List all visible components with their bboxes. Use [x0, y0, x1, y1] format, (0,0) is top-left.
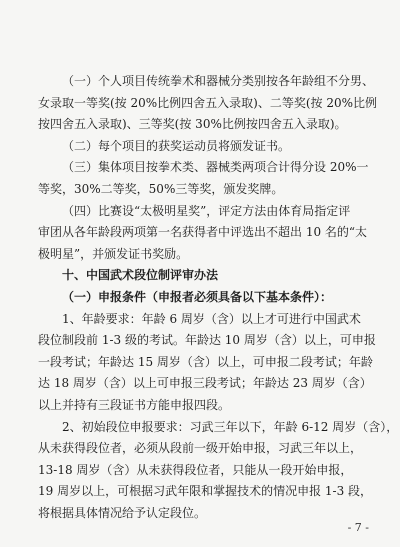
- paragraph-line: 等奖，30%二等奖，50%三等奖，颁发奖牌。: [38, 181, 284, 196]
- paragraph-line: 2、初始段位申报要求：习武三年以下，年龄 6-12 周岁（含），: [62, 419, 399, 434]
- heading-line: （一）申报条件（申报者必须具备以下基本条件）：: [62, 289, 333, 304]
- paragraph-line: 13-18 周岁（含）从未获得段位者，只能从一段开始申报，: [38, 462, 353, 477]
- paragraph-line: 审团从各年龄段两项第一名获得者中评选出不超出 10 名的“太: [38, 225, 368, 240]
- paragraph-line: （一）个人项目传统拳术和器械分类别按各年龄组不分男、: [62, 74, 375, 88]
- document-body: [38, 71, 399, 524]
- page-number: - 7 -: [347, 521, 369, 534]
- paragraph-line: 以上并持有三段证书方能申报四段。: [38, 397, 231, 412]
- heading-line: 十、中国武术段位制评审办法: [62, 268, 219, 283]
- paragraph-line: 极明星”，并颁发证书奖励。: [38, 246, 189, 261]
- paragraph-line: 19 周岁以上，可根据习武年限和掌握技术的情况申报 1-3 段，: [38, 484, 373, 499]
- paragraph-line: 段位制段前 1-3 级的考试。年龄达 10 周岁（含）以上，可申报: [38, 333, 376, 348]
- paragraph-line: （四）比赛设“太极明星奖”，评定方法由体育局指定评: [62, 203, 351, 218]
- paragraph-line: （三）集体项目按拳术类、器械类两项合计得分设 20%一: [62, 160, 369, 175]
- paragraph-line: 达 18 周岁（含）以上可申报三段考试；年龄达 23 周岁（含）: [38, 376, 372, 391]
- paragraph-line: 女录取一等奖(按 20%比例四舍五入录取)、二等奖(按 20%比例: [38, 95, 378, 110]
- paragraph-line: 按四舍五入录取)、三等奖(按 30%比例按四舍五入录取)。: [38, 117, 347, 132]
- paragraph-line: 一段考试；年龄达 15 周岁（含）以上，可申报二段考试；年龄: [38, 354, 373, 369]
- paragraph-line: 将根据具体情况给予认定段位。: [38, 505, 207, 520]
- paragraph-line: 从未获得段位者，必须从段前一级开始申报，习武三年以上，: [38, 441, 363, 456]
- paragraph-line: 1、年龄要求：年龄 6 周岁（含）以上才可进行中国武术: [62, 311, 361, 326]
- paragraph-line: （二）每个项目的获奖运动员将颁发证书。: [62, 138, 291, 153]
